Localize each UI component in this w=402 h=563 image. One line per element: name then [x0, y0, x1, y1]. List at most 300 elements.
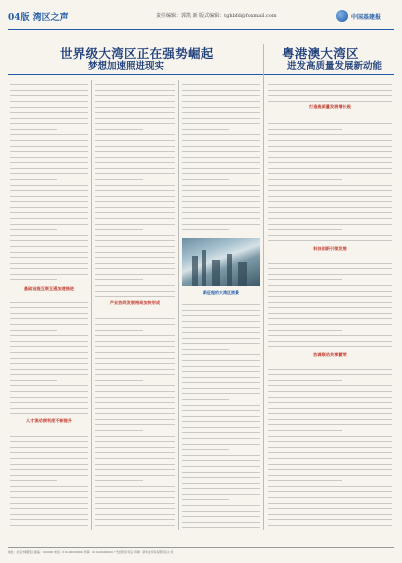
text-line	[182, 406, 260, 411]
text-line	[268, 158, 392, 163]
text-line	[10, 169, 88, 174]
text-line	[10, 337, 88, 342]
text-line	[268, 376, 342, 381]
text-line	[10, 370, 88, 375]
text-line	[268, 186, 392, 191]
text-line	[268, 504, 392, 509]
text-line	[182, 361, 260, 366]
text-line	[95, 242, 175, 247]
text-line	[268, 431, 392, 436]
text-line	[182, 456, 260, 461]
text-line	[95, 192, 175, 197]
text-line	[268, 314, 392, 319]
text-line	[10, 359, 88, 364]
text-line	[95, 476, 143, 481]
text-line	[10, 331, 88, 336]
logo-icon	[336, 10, 348, 22]
text-line	[182, 231, 260, 236]
text-line	[268, 392, 392, 397]
text-line	[182, 317, 260, 322]
text-line	[10, 270, 88, 275]
text-line	[268, 86, 392, 91]
text-line	[268, 342, 392, 347]
text-line	[182, 518, 260, 523]
text-line	[268, 459, 392, 464]
text-line	[10, 259, 88, 264]
text-line	[268, 443, 392, 448]
text-line	[182, 345, 229, 350]
text-line	[10, 364, 88, 369]
headline-divider	[8, 74, 394, 75]
text-line	[10, 487, 88, 492]
text-line	[95, 197, 175, 202]
text-line	[10, 437, 88, 442]
text-line	[182, 203, 260, 208]
text-line	[268, 454, 392, 459]
text-line	[268, 169, 392, 174]
text-line	[10, 91, 88, 96]
text-line	[182, 311, 260, 316]
text-line	[95, 102, 175, 107]
text-line	[10, 253, 88, 258]
text-line	[182, 158, 260, 163]
text-line	[268, 80, 392, 85]
text-line	[95, 108, 175, 113]
text-line	[95, 415, 175, 420]
text-line	[95, 510, 175, 515]
text-line	[268, 437, 392, 442]
text-line	[268, 208, 392, 213]
text-line	[268, 259, 392, 264]
text-line	[95, 125, 143, 130]
text-line	[10, 225, 57, 230]
text-line	[95, 225, 143, 230]
text-line	[95, 175, 143, 180]
text-line	[10, 203, 88, 208]
text-line	[95, 119, 175, 124]
text-line	[268, 219, 392, 224]
text-line	[95, 493, 175, 498]
text-line	[95, 91, 175, 96]
text-line	[182, 97, 260, 102]
text-line	[95, 214, 175, 219]
text-line	[10, 275, 57, 280]
text-line	[182, 80, 260, 85]
text-line	[268, 404, 392, 409]
text-line	[268, 113, 392, 118]
text-line	[10, 180, 88, 185]
text-line	[182, 451, 260, 456]
text-line	[10, 325, 57, 330]
text-line	[268, 236, 392, 241]
text-line	[95, 420, 175, 425]
logo-text: 中国基建报	[351, 13, 382, 21]
text-line	[95, 153, 175, 158]
text-line	[95, 487, 175, 492]
text-line	[268, 498, 392, 503]
text-line	[10, 236, 88, 241]
text-line	[10, 381, 88, 386]
text-line	[268, 225, 342, 230]
text-line	[10, 247, 88, 252]
text-line	[268, 493, 392, 498]
text-line	[182, 328, 260, 333]
text-line	[10, 348, 88, 353]
text-line	[182, 130, 260, 135]
text-line	[95, 448, 175, 453]
text-line	[95, 247, 175, 252]
text-line	[10, 175, 57, 180]
text-line	[95, 325, 143, 330]
text-line	[10, 398, 88, 403]
text-line	[95, 392, 175, 397]
text-line	[10, 113, 88, 118]
text-line	[95, 337, 175, 342]
text-line	[10, 459, 88, 464]
text-line	[10, 470, 88, 475]
text-line	[95, 353, 175, 358]
text-line	[10, 443, 88, 448]
text-line	[10, 136, 88, 141]
text-line	[268, 180, 392, 185]
text-line	[182, 141, 260, 146]
text-line	[95, 398, 175, 403]
text-line	[10, 426, 57, 431]
text-line	[268, 303, 392, 308]
text-line	[268, 337, 392, 342]
text-line	[268, 476, 342, 481]
text-line	[182, 125, 229, 130]
newspaper-logo	[336, 7, 394, 25]
text-line	[268, 331, 392, 336]
text-line	[10, 164, 88, 169]
text-line	[10, 197, 88, 202]
text-line	[10, 119, 88, 124]
text-line	[268, 465, 392, 470]
text-line	[95, 86, 175, 91]
text-line	[95, 169, 175, 174]
text-line	[182, 384, 260, 389]
text-line	[268, 231, 392, 236]
text-line	[95, 236, 175, 241]
text-line	[95, 164, 175, 169]
page-footer: 地址：北京市朝阳区 邮编：100000 电话：010-00000000 传真：010-00000000 广告经营许可证 印刷：新华社印务有限责任公司	[8, 547, 394, 557]
text-line	[182, 175, 229, 180]
text-line	[95, 370, 175, 375]
text-line	[182, 445, 229, 450]
text-line	[268, 292, 392, 297]
text-line	[95, 470, 175, 475]
text-line	[268, 298, 392, 303]
text-line	[268, 510, 392, 515]
text-line	[268, 164, 392, 169]
text-line	[182, 506, 260, 511]
column-divider	[178, 80, 179, 530]
text-line	[268, 398, 392, 403]
text-line	[182, 373, 260, 378]
text-line	[95, 348, 175, 353]
text-line	[268, 470, 392, 475]
text-line	[182, 169, 260, 174]
text-line	[95, 387, 175, 392]
text-line	[10, 158, 88, 163]
text-line	[95, 253, 175, 258]
text-line	[182, 495, 229, 500]
text-line	[182, 164, 260, 169]
editor-credits: 责任编辑：郭凯 新 版式编辑：tghbfd@foxmail.com	[156, 13, 277, 19]
text-line	[95, 459, 175, 464]
text-line	[182, 300, 260, 305]
text-line	[95, 437, 175, 442]
text-line	[10, 376, 57, 381]
text-line	[182, 501, 260, 506]
text-line	[182, 333, 260, 338]
text-line	[10, 186, 88, 191]
text-line	[182, 339, 260, 344]
text-line	[95, 309, 175, 314]
text-line	[182, 119, 260, 124]
article-divider	[263, 44, 264, 530]
text-line	[182, 389, 260, 394]
text-line	[182, 91, 260, 96]
text-line	[95, 331, 175, 336]
text-line	[10, 498, 88, 503]
text-line	[10, 147, 88, 152]
text-line	[182, 434, 260, 439]
text-line	[268, 147, 392, 152]
text-line	[268, 364, 392, 369]
text-line	[10, 404, 88, 409]
text-line	[268, 487, 392, 492]
text-line	[182, 225, 229, 230]
text-line	[182, 153, 260, 158]
text-line	[268, 141, 392, 146]
text-line	[10, 448, 88, 453]
left-article-col-1	[10, 80, 88, 530]
text-line	[268, 381, 392, 386]
text-line	[268, 286, 392, 291]
text-line	[95, 292, 175, 297]
text-line	[10, 409, 88, 414]
text-line	[10, 476, 57, 481]
text-line	[182, 108, 260, 113]
text-line	[10, 108, 88, 113]
text-line	[268, 281, 392, 286]
left-section-heading-2: 产业协同发展格局加快形成	[109, 300, 161, 305]
text-line	[95, 147, 175, 152]
text-line	[10, 219, 88, 224]
text-line	[268, 175, 342, 180]
text-line	[95, 515, 175, 520]
text-line	[10, 309, 88, 314]
text-line	[268, 420, 392, 425]
left-subheadline: 梦想加速照进现实	[88, 61, 165, 72]
text-line	[10, 125, 57, 130]
text-line	[268, 482, 392, 487]
text-line	[10, 153, 88, 158]
text-line	[182, 86, 260, 91]
text-line	[268, 270, 392, 275]
text-line	[95, 431, 175, 436]
text-line	[10, 141, 88, 146]
text-line	[95, 376, 143, 381]
text-line	[95, 231, 175, 236]
text-line	[10, 392, 88, 397]
text-line	[95, 443, 175, 448]
text-line	[182, 306, 260, 311]
text-line	[95, 281, 175, 286]
left-section-heading-1: 基础设施互联互通加速推进	[23, 286, 75, 291]
text-line	[95, 186, 175, 191]
text-line	[10, 510, 88, 515]
text-line	[95, 381, 175, 386]
text-line	[182, 473, 260, 478]
text-line	[95, 203, 175, 208]
left-article-col-3b	[182, 300, 260, 530]
text-line	[182, 428, 260, 433]
left-section-heading-3: 人才流动便利度不断提升	[25, 418, 73, 423]
text-line	[182, 214, 260, 219]
text-line	[10, 342, 88, 347]
text-line	[182, 197, 260, 202]
text-line	[95, 521, 175, 526]
column-divider	[91, 80, 92, 530]
text-line	[10, 242, 88, 247]
text-line	[10, 504, 88, 509]
right-subheadline: 进发高质量发展新动能	[287, 61, 383, 72]
text-line	[268, 415, 392, 420]
text-line	[268, 130, 392, 135]
text-line	[10, 130, 88, 135]
text-line	[95, 80, 175, 85]
text-line	[182, 512, 260, 517]
text-line	[268, 325, 342, 330]
text-line	[182, 479, 260, 484]
text-line	[10, 454, 88, 459]
text-line	[268, 203, 392, 208]
text-line	[268, 153, 392, 158]
text-line	[182, 192, 260, 197]
text-line	[182, 180, 260, 185]
text-line	[268, 320, 392, 325]
text-line	[182, 523, 260, 528]
text-line	[95, 465, 175, 470]
text-line	[182, 462, 260, 467]
text-line	[95, 136, 175, 141]
text-line	[268, 91, 392, 96]
text-line	[10, 493, 88, 498]
text-line	[95, 158, 175, 163]
text-line	[95, 498, 175, 503]
text-line	[268, 359, 392, 364]
text-line	[10, 298, 88, 303]
text-line	[10, 353, 88, 358]
text-line	[268, 197, 392, 202]
text-line	[95, 180, 175, 185]
text-line	[10, 515, 88, 520]
text-line	[182, 136, 260, 141]
masthead	[8, 4, 394, 30]
text-line	[268, 214, 392, 219]
text-line	[95, 364, 175, 369]
text-line	[182, 484, 260, 489]
text-line	[182, 378, 260, 383]
text-line	[182, 113, 260, 118]
text-line	[95, 270, 175, 275]
text-line	[10, 192, 88, 197]
text-line	[268, 309, 392, 314]
right-section-heading-2: 科技创新引领发展	[313, 246, 347, 251]
text-line	[182, 412, 260, 417]
text-line	[95, 320, 175, 325]
text-line	[95, 314, 175, 319]
text-line	[10, 80, 88, 85]
text-line	[10, 521, 88, 526]
text-line	[95, 426, 143, 431]
text-line	[268, 125, 342, 130]
right-headline: 粤港澳大湾区	[282, 46, 359, 61]
text-line	[268, 387, 392, 392]
text-line	[268, 515, 392, 520]
text-line	[10, 303, 88, 308]
text-line	[268, 253, 392, 258]
text-line	[182, 423, 260, 428]
text-line	[10, 208, 88, 213]
text-line	[10, 314, 88, 319]
text-line	[182, 208, 260, 213]
right-section-heading-3: 协调联动共享繁荣	[313, 352, 347, 357]
text-line	[268, 448, 392, 453]
text-line	[95, 219, 175, 224]
text-line	[95, 275, 143, 280]
text-line	[182, 400, 260, 405]
text-line	[182, 322, 260, 327]
text-line	[182, 417, 260, 422]
text-line	[95, 130, 175, 135]
photo-caption: 新征程的大湾区图景	[203, 290, 239, 295]
text-line	[182, 439, 260, 444]
text-line	[10, 102, 88, 107]
text-line	[182, 356, 260, 361]
left-headline: 世界级大湾区正在强势崛起	[60, 46, 214, 61]
right-section-heading-1: 打造高质量发展增长极	[309, 104, 351, 109]
text-line	[182, 350, 260, 355]
text-line	[95, 454, 175, 459]
text-line	[95, 342, 175, 347]
text-line	[10, 264, 88, 269]
text-line	[95, 286, 175, 291]
text-line	[182, 490, 260, 495]
text-line	[182, 186, 260, 191]
text-line	[182, 147, 260, 152]
text-line	[10, 214, 88, 219]
text-line	[95, 409, 175, 414]
text-line	[182, 219, 260, 224]
article-photo	[182, 238, 260, 286]
text-line	[10, 482, 88, 487]
text-line	[95, 264, 175, 269]
text-line	[95, 97, 175, 102]
text-line	[182, 367, 260, 372]
text-line	[268, 119, 392, 124]
text-line	[95, 404, 175, 409]
text-line	[10, 465, 88, 470]
text-line	[10, 387, 88, 392]
text-line	[268, 192, 392, 197]
text-line	[268, 409, 392, 414]
text-line	[95, 359, 175, 364]
text-line	[268, 136, 392, 141]
